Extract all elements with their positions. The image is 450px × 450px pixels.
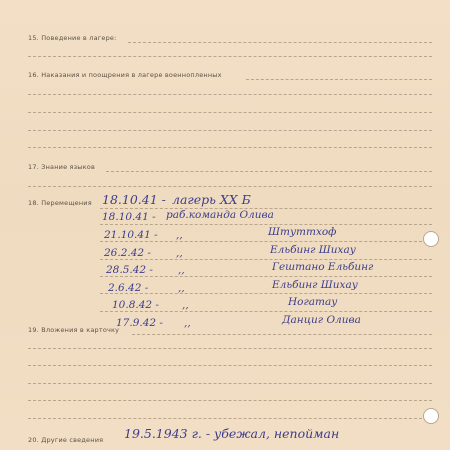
movement-2-place: раб.команда Олива <box>166 209 274 221</box>
movement-3-date: 21.10.41 - <box>104 229 158 241</box>
movement-6-place: Ельбинг Шихау <box>272 279 358 291</box>
field-16-line <box>246 79 432 80</box>
ruled-line <box>100 311 432 312</box>
ruled-line <box>28 418 432 419</box>
ruled-line <box>28 186 432 187</box>
movement-8-place: Данциг Олива <box>282 314 361 326</box>
field-15-label: 15. Поведение в лагере: <box>28 34 117 42</box>
ruled-line <box>28 56 432 57</box>
punch-hole <box>423 231 439 247</box>
movement-1-place: лагерь XX Б <box>172 192 251 207</box>
movement-1-date: 18.10.41 - <box>102 192 166 207</box>
movement-8-date: 17.9.42 - <box>116 317 163 329</box>
movement-5-place: Гештано Ельбинг <box>272 261 374 273</box>
movement-7-ditto: ,, <box>182 299 189 311</box>
movement-7-place: Ногатау <box>288 296 338 308</box>
ruled-line <box>28 112 432 113</box>
field-19-line <box>132 334 432 335</box>
field-16-label: 16. Наказания и поощрения в лагере военнопленных <box>28 71 222 79</box>
ruled-line <box>28 400 432 401</box>
ruled-line <box>100 276 432 277</box>
punch-hole <box>423 408 439 424</box>
field-18-label: 18. Перемещения <box>28 199 92 207</box>
movement-3-place: Штуттхоф <box>268 226 337 238</box>
movement-4-date: 26.2.42 - <box>104 247 151 259</box>
field-15-line <box>128 42 432 43</box>
ruled-line <box>100 224 432 225</box>
field-17-line <box>106 171 432 172</box>
field-20-label: 20. Другие сведения <box>28 436 104 444</box>
movement-5-date: 28.5.42 - <box>106 264 153 276</box>
movement-6-ditto: ,, <box>178 282 185 294</box>
movement-2-date: 18.10.41 - <box>102 211 156 223</box>
movement-3-ditto: ,, <box>176 229 183 241</box>
field-17-label: 17. Знание языков <box>28 163 95 171</box>
movement-5-ditto: ,, <box>178 264 185 276</box>
ruled-line <box>28 147 432 148</box>
movement-4-ditto: ,, <box>176 247 183 259</box>
movement-4-place: Ельбинг Шихау <box>270 244 356 256</box>
ruled-line <box>28 348 432 349</box>
ruled-line <box>100 241 432 242</box>
ruled-line <box>28 94 432 95</box>
ruled-line <box>100 293 432 294</box>
movement-8-ditto: ,, <box>184 317 191 329</box>
field-19-label: 19. Вложения в карточку <box>28 326 120 334</box>
other-info-text: 19.5.1943 г. - убежал, непойман <box>124 426 340 441</box>
movement-7-date: 10.8.42 - <box>112 299 159 311</box>
ruled-line <box>28 130 432 131</box>
ruled-line <box>28 365 432 366</box>
movement-6-date: 2.6.42 - <box>108 282 149 294</box>
ruled-line <box>28 383 432 384</box>
ruled-line <box>100 259 432 260</box>
